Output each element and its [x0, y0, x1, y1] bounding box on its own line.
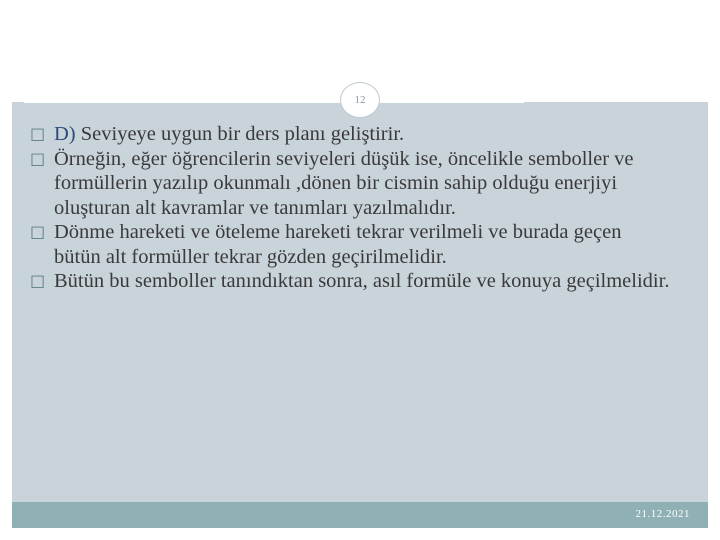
bullet-prefix: D): [54, 123, 76, 145]
checkbox-bullet-icon: ☐: [30, 224, 46, 244]
bullet-text: Seviyeye uygun bir ders planı geliştirir.: [75, 123, 405, 145]
bullet-item-3: [30, 220, 670, 269]
page-number: 12: [354, 94, 366, 106]
page-number-badge: [340, 82, 380, 118]
bullet-text: Dönme hareketi ve öteleme hareketi tekrar verilmeli ve burada geçen bütün alt formüller tekrar gözden geçirilmelidir.: [54, 221, 622, 268]
bullet-item-4: [30, 269, 670, 294]
checkbox-bullet-icon: ☐: [30, 150, 46, 171]
bullet-item-2: [30, 147, 670, 221]
bullet-list: [30, 122, 670, 294]
checkbox-bullet-icon: ☐: [30, 126, 46, 146]
divider-line: [24, 102, 524, 103]
bullet-item-1: [30, 122, 670, 147]
checkbox-bullet-icon: ☐: [30, 273, 46, 293]
footer-bar: [12, 502, 708, 528]
bullet-text: Örneğin, eğer öğrencilerin seviyeleri düşük ise, öncelikle semboller ve formüllerin yazılıp okunmalı ,dönen bir cismin sahip olduğu enerjiyi oluşturan alt kavramlar ve tanımları yazılmalıdır.: [54, 147, 634, 219]
footer-date: 21.12.2021: [635, 508, 690, 520]
bullet-text: Bütün bu semboller tanındıktan sonra, asıl formüle ve konuya geçilmelidir.: [54, 270, 670, 292]
